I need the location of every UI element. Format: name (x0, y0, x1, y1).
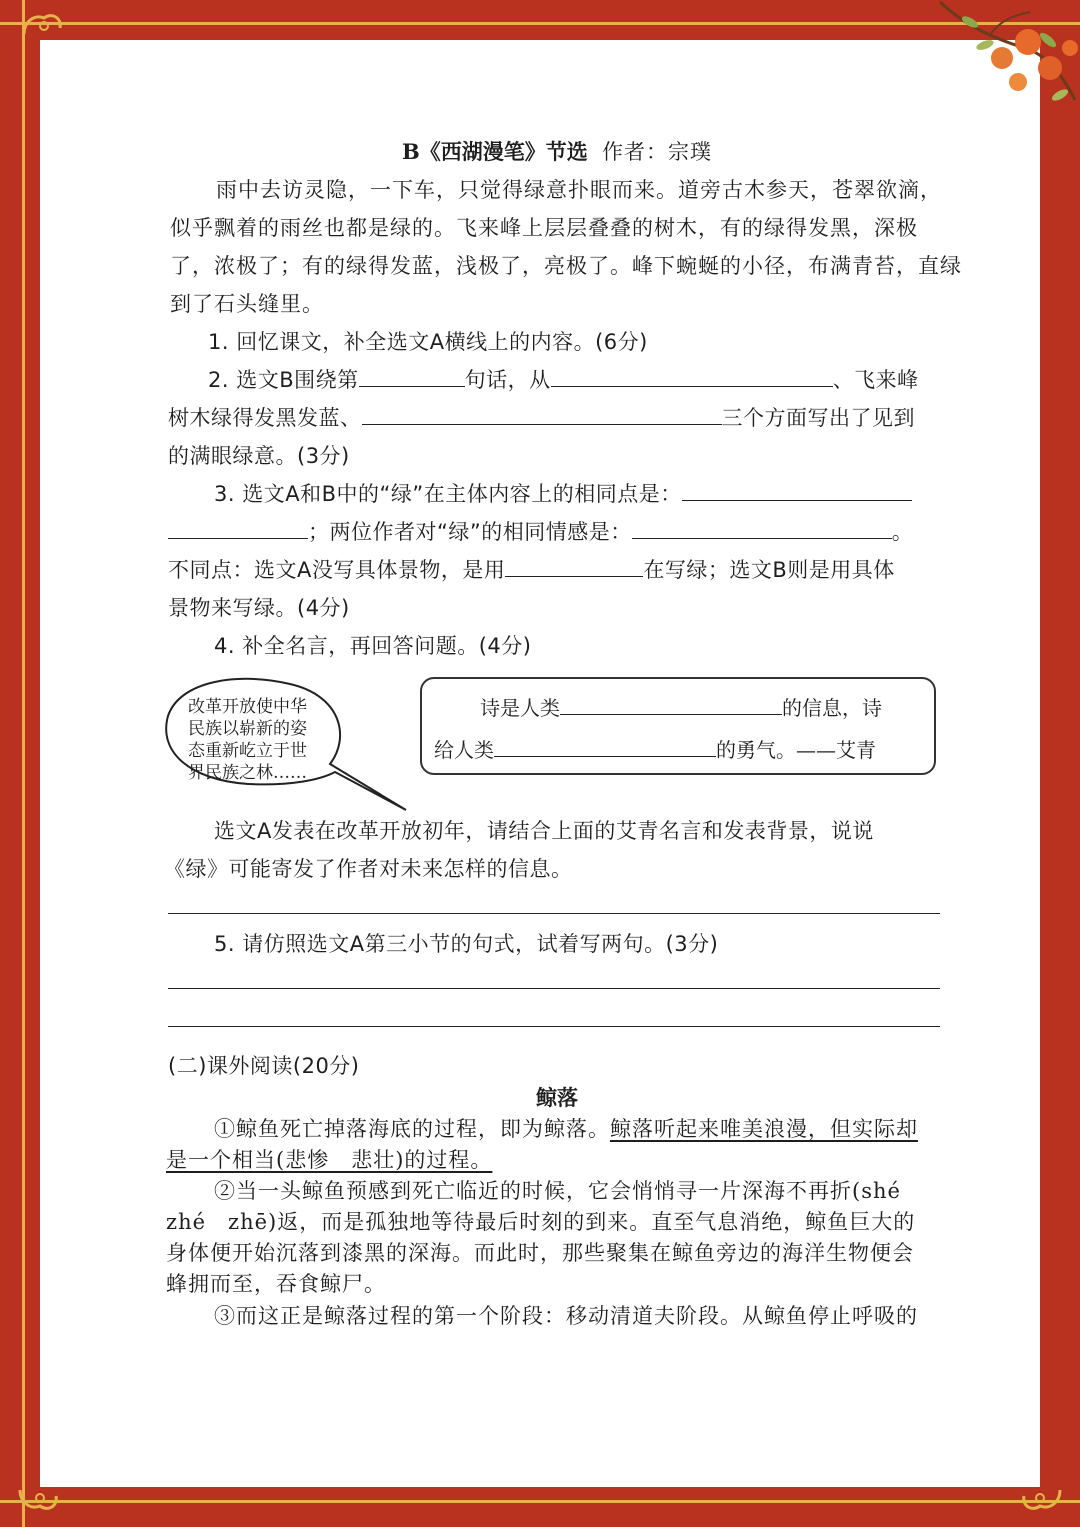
article-paragraph-2-line-4: 蜂拥而至，吞食鲸尸。 (166, 1272, 386, 1296)
bubble-line-2: 民族以崭新的姿 (188, 719, 307, 739)
cloud-ornament-bottom-right-icon (1018, 1484, 1064, 1514)
q3-text-e: 在写绿；选文B则是用具体 (643, 558, 895, 582)
q2-text-d: 树木绿得发黑发蓝、 (168, 406, 362, 430)
cloud-ornament-top-left-icon (20, 8, 66, 38)
q2-text-a: 2. 选文B围绕第 (208, 368, 359, 392)
bubble-line-1: 改革开放使中华 (188, 697, 307, 717)
article-paragraph-3-line-1: ③而这正是鲸落过程的第一个阶段：移动清道夫阶段。从鲸鱼停止呼吸的 (214, 1304, 918, 1328)
question-3-line-1 (214, 478, 912, 508)
p1-text-a: ①鲸鱼死亡掉落海底的过程，即为鲸落。 (214, 1117, 610, 1141)
question-3-line-3 (168, 554, 895, 584)
q3-text-b: ；两位作者对“绿”的相同情感是： (308, 520, 632, 544)
article-paragraph-2-line-1: ②当一头鲸鱼预感到死亡临近的时候，它会悄悄寻一片深海不再折(shé (214, 1179, 901, 1203)
passage-b-line-3: 了，浓极了；有的绿得发蓝，浅极了，亮极了。峰下蜿蜒的小径，布满青苔，直绿 (170, 254, 962, 278)
p1-underlined-b: 是一个相当(悲惨 悲壮)的过程。 (166, 1148, 493, 1172)
question-3-line-4: 景物来写绿。(4分) (168, 596, 350, 620)
question-2-line-3: 的满眼绿意。(3分) (168, 444, 350, 468)
q3-text-d: 不同点：选文A没写具体景物，是用 (168, 558, 506, 582)
quote-text-2b: 的勇气。——艾青 (716, 738, 876, 762)
article-title: 鲸落 (536, 1085, 578, 1110)
frame-top-gold-line (0, 22, 1080, 25)
quote-line-1 (480, 692, 882, 721)
frame-bottom-gold-line (0, 1500, 1080, 1503)
answer-blank[interactable] (359, 368, 465, 387)
article-paragraph-1-line-2 (166, 1144, 492, 1174)
persimmon-branch-icon (930, 0, 1080, 115)
frame-left-gold-line (22, 0, 25, 1527)
question-3-line-2 (168, 516, 913, 546)
q3-text-a: 3. 选文A和B中的“绿”在主体内容上的相同点是： (214, 482, 682, 506)
answer-blank[interactable] (494, 738, 716, 757)
answer-blank[interactable] (362, 406, 722, 425)
passage-b-title: B《西湖漫笔》节选 (402, 139, 588, 164)
passage-b-line-1: 雨中去访灵隐，一下车，只觉得绿意扑眼而来。道旁古木参天，苍翠欲滴， (216, 178, 942, 202)
question-2-line-1 (208, 364, 919, 394)
answer-line[interactable] (168, 1026, 940, 1027)
question-4-prompt-line-2: 《绿》可能寄发了作者对未来怎样的信息。 (164, 857, 573, 881)
bubble-line-3: 态重新屹立于世 (188, 741, 307, 761)
answer-line[interactable] (168, 913, 940, 914)
answer-blank[interactable] (551, 368, 833, 387)
cloud-ornament-bottom-left-icon (16, 1484, 62, 1514)
quote-line-2 (434, 734, 876, 763)
passage-b-author: 作者：宗璞 (602, 140, 712, 164)
question-2-line-2 (168, 402, 915, 432)
answer-blank[interactable] (560, 696, 782, 715)
passage-b-line-4: 到了石头缝里。 (170, 292, 324, 316)
question-5: 5. 请仿照选文A第三小节的句式，试着写两句。(3分) (214, 932, 719, 956)
q2-text-c: 、飞来峰 (832, 368, 919, 392)
question-1: 1. 回忆课文，补全选文A横线上的内容。(6分) (208, 330, 648, 354)
article-paragraph-2-line-3: 身体便开始沉落到漆黑的深海。而此时，那些聚集在鲸鱼旁边的海洋生物便会 (166, 1241, 914, 1265)
p1-underlined-a: 鲸落听起来唯美浪漫，但实际却 (610, 1117, 918, 1141)
answer-blank[interactable] (505, 558, 643, 577)
answer-blank[interactable] (682, 482, 912, 501)
article-paragraph-2-line-2: zhé zhē)返，而是孤独地等待最后时刻的到来。直至气息消绝，鲸鱼巨大的 (166, 1210, 916, 1234)
q2-text-b: 句话，从 (464, 368, 551, 392)
passage-b-line-2: 似乎飘着的雨丝也都是绿的。飞来峰上层层叠叠的树木，有的绿得发黑，深极 (170, 216, 918, 240)
q2-text-e: 三个方面写出了见到 (721, 406, 915, 430)
answer-blank[interactable] (632, 520, 892, 539)
section-2-heading: (二)课外阅读(20分) (168, 1054, 360, 1078)
answer-line[interactable] (168, 988, 940, 989)
quote-text-1a: 诗是人类 (480, 696, 560, 720)
q3-text-c: 。 (891, 520, 914, 544)
quote-text-2a: 给人类 (434, 738, 494, 762)
article-paragraph-1-line-1 (214, 1113, 918, 1143)
answer-blank[interactable] (168, 520, 308, 539)
bubble-line-4: 界民族之林…… (188, 763, 307, 783)
question-4-prompt-line-1: 选文A发表在改革开放初年，请结合上面的艾青名言和发表背景，说说 (214, 819, 874, 843)
question-4: 4. 补全名言，再回答问题。(4分) (214, 634, 532, 658)
quote-text-1b: 的信息，诗 (782, 696, 882, 720)
